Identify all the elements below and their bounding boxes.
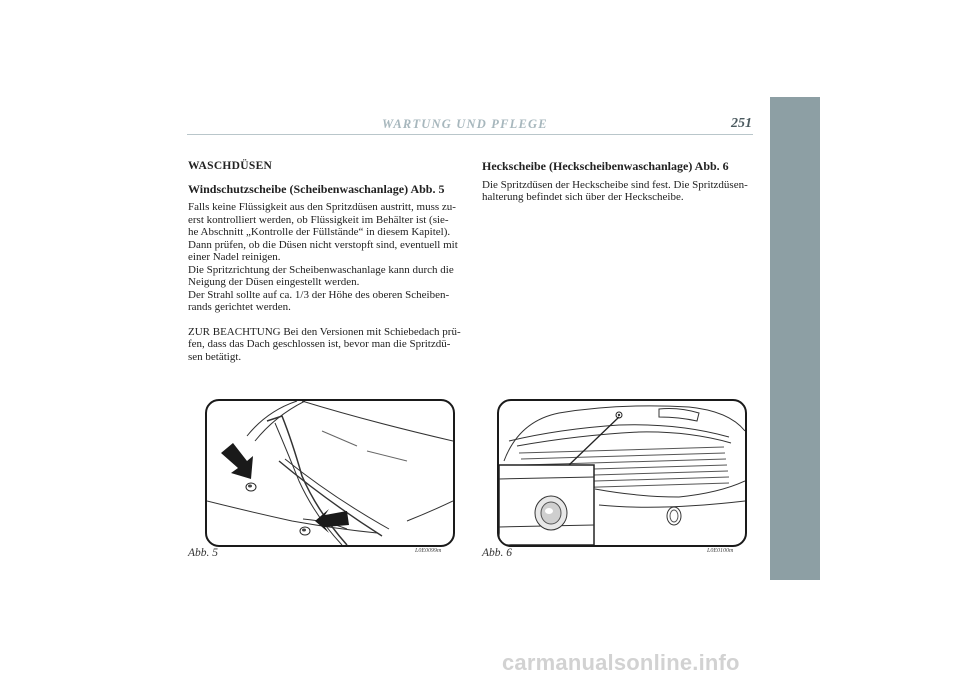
note-line: ZUR BEACHTUNG Bei den Versionen mit Schiebedach prü- — [188, 325, 461, 338]
right-column — [482, 160, 759, 204]
text-line: Die Spritzdüsen der Heckscheibe sind fest. Die Spritzdüsen- — [482, 178, 748, 191]
windshield-washer-heading: Windschutzscheibe (Scheibenwaschanlage) Abb. 5 — [188, 181, 445, 196]
section-heading: WASCHDÜSEN — [188, 160, 273, 172]
text-line: he Abschnitt „Kontrolle der Füllstände“ in diesem Kapitel). — [188, 226, 451, 238]
rear-washer-heading: Heckscheibe (Heckscheibenwaschanlage) Abb. 6 — [482, 159, 729, 173]
windshield-washer-nozzles-illustration — [207, 401, 453, 545]
rear-body-text — [482, 179, 759, 204]
figure-rear-washer — [497, 399, 747, 547]
section-title: WARTUNG UND PFLEGE — [382, 117, 548, 131]
text-line: Falls keine Flüssigkeit aus den Spritzdüsen austritt, muss zu- — [188, 201, 456, 213]
text-line: Neigung der Düsen eingestellt werden. — [188, 276, 360, 288]
sunroof-note — [188, 326, 465, 364]
text-line: halterung befindet sich über der Heckscheibe. — [482, 191, 684, 203]
watermark: carmanualsonline.info — [502, 650, 740, 675]
text-line: einer Nadel reinigen. — [188, 251, 281, 263]
windshield-body-text — [188, 201, 465, 314]
header-divider — [187, 134, 753, 135]
text-line: Der Strahl sollte auf ca. 1/3 der Höhe des oberen Scheiben- — [188, 288, 450, 301]
chapter-side-tab — [770, 97, 820, 580]
figure-windshield-washer — [205, 399, 455, 547]
figure-code: L0E0100m — [707, 548, 734, 554]
text-line: erst kontrolliert werden, ob Flüssigkeit im Behälter ist (sie- — [188, 213, 449, 226]
text-line: Die Spritzrichtung der Scheibenwaschanlage kann durch die — [188, 263, 454, 276]
figure-caption: Abb. 5 — [188, 547, 219, 559]
left-column — [188, 160, 465, 363]
figure-code: L0E0099m — [415, 548, 442, 554]
figure-caption: Abb. 6 — [482, 547, 513, 559]
page-number: 251 — [731, 116, 752, 131]
rear-window-washer-illustration — [499, 401, 745, 545]
arrow-down-icon — [221, 443, 253, 479]
note-line: fen, dass das Dach geschlossen ist, bevor man die Spritzdü- — [188, 338, 451, 350]
text-line: rands gerichtet werden. — [188, 301, 291, 313]
note-line: sen betätigt. — [188, 350, 242, 363]
text-line: Dann prüfen, ob die Düsen nicht verstopft sind, eventuell mit — [188, 238, 458, 251]
